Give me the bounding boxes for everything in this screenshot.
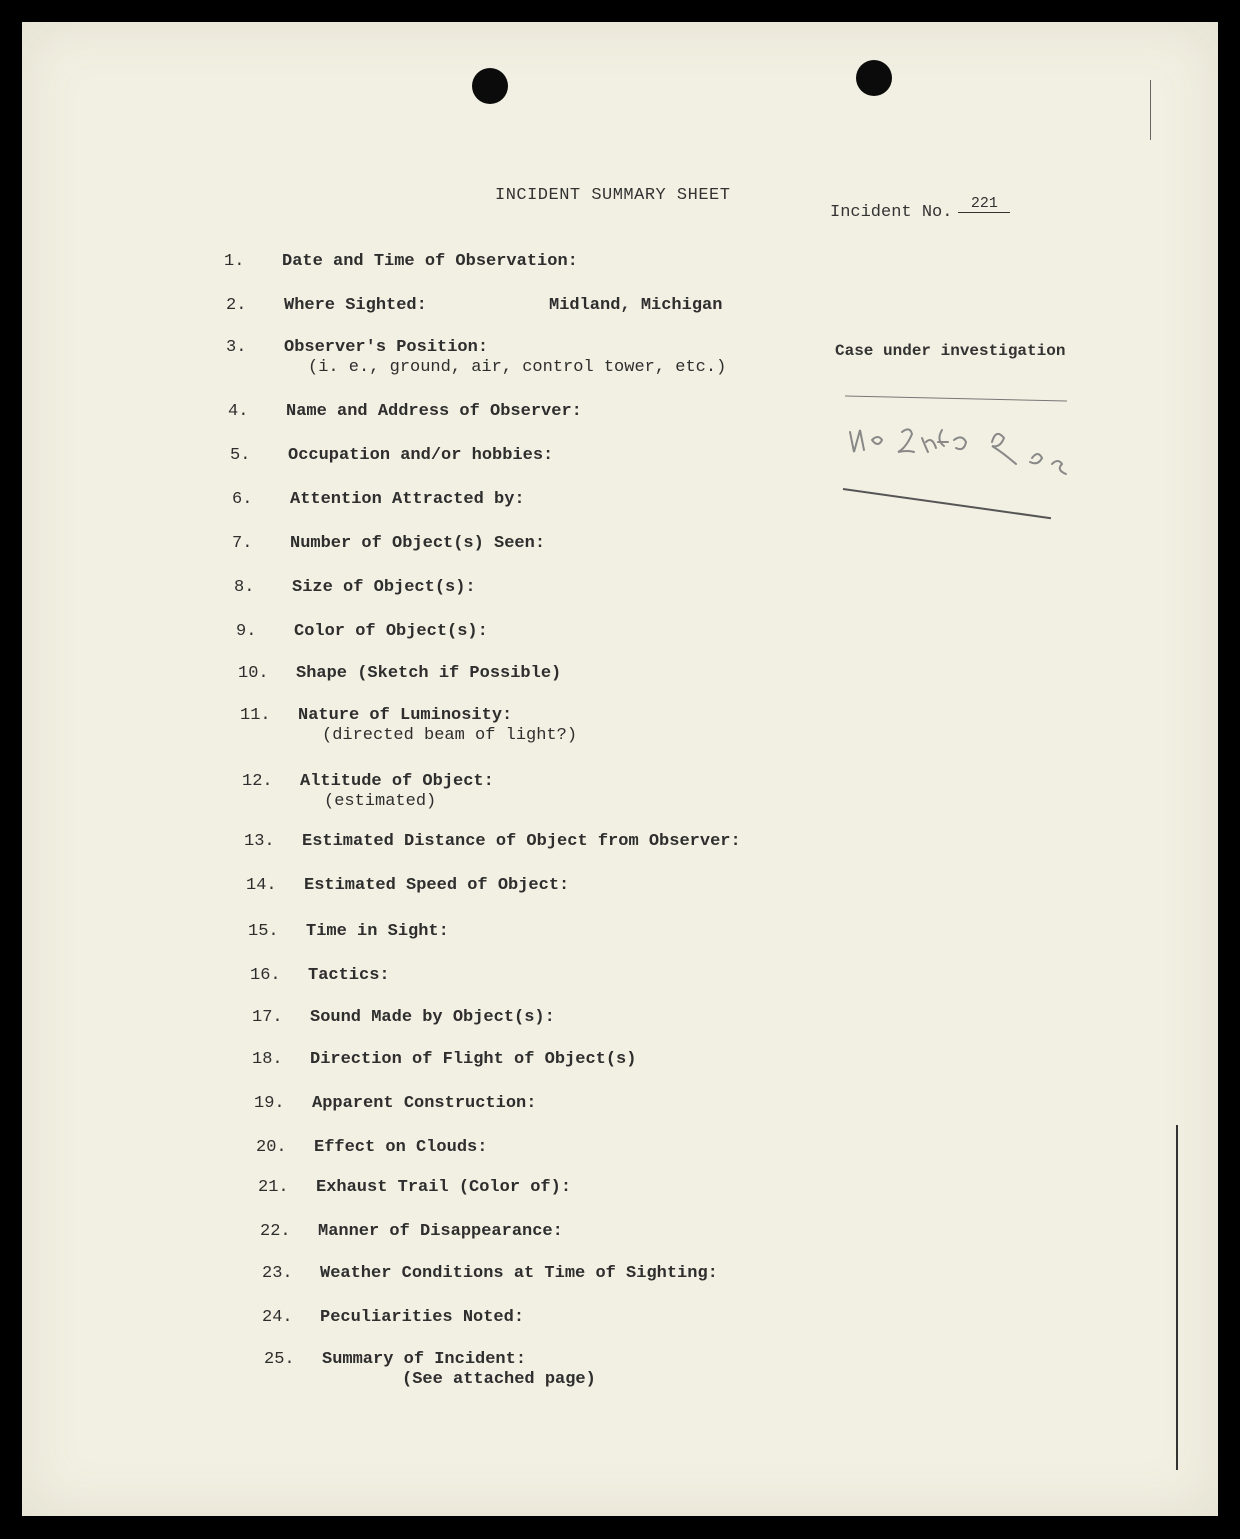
form-item-8 [234,578,476,598]
item-label: Weather Conditions at Time of Sighting: [320,1264,718,1283]
item-number: 14. [246,876,277,895]
item-label: Summary of Incident: [322,1350,527,1369]
form-item-15 [248,922,449,942]
form-item-2 [226,296,723,316]
punch-hole-left [472,68,508,104]
item-label: Size of Object(s): [292,578,476,597]
form-item-6 [232,490,525,510]
item-label: Observer's Position: [284,338,489,357]
page-edge-mark [1176,1125,1178,1470]
item-number: 15. [248,922,279,941]
form-item-3 [226,338,727,378]
item-sublabel: (i. e., ground, air, control tower, etc.) [308,358,727,377]
item-value: Midland, Michigan [549,296,723,315]
item-number: 24. [262,1308,293,1327]
incident-label: Incident No. [830,203,953,222]
item-label: Color of Object(s): [294,622,488,641]
item-number: 11. [240,706,271,725]
item-label: Apparent Construction: [312,1094,537,1113]
item-number: 13. [244,832,275,851]
form-item-16 [250,966,390,986]
page-edge-mark-top [1150,80,1151,140]
form-item-17 [252,1008,555,1028]
item-label: Estimated Speed of Object: [304,876,570,895]
item-label: Nature of Luminosity: [298,706,513,725]
item-number: 25. [264,1350,295,1369]
item-number: 22. [260,1222,291,1241]
item-label: Shape (Sketch if Possible) [296,664,562,683]
incident-number: 221 [958,195,1010,213]
item-number: 10. [238,664,269,683]
item-number: 23. [262,1264,293,1283]
item-number: 18. [252,1050,283,1069]
item-number: 5. [230,446,251,465]
item-label: Sound Made by Object(s): [310,1008,555,1027]
item-label: Attention Attracted by: [290,490,525,509]
form-item-12 [242,772,494,812]
item-number: 1. [224,252,245,271]
item-number: 17. [252,1008,283,1027]
form-item-11 [240,706,578,746]
item-label: Occupation and/or hobbies: [288,446,554,465]
item-label: Time in Sight: [306,922,449,941]
item-label: Estimated Distance of Object from Observer: [302,832,741,851]
form-item-10 [238,664,562,684]
item-label: Manner of Disappearance: [318,1222,563,1241]
form-item-9 [236,622,488,642]
item-label: Tactics: [308,966,390,985]
item-number: 7. [232,534,253,553]
form-item-14 [246,876,570,896]
form-item-13 [244,832,741,852]
form-item-23 [262,1264,718,1284]
item-label: Direction of Flight of Object(s) [310,1050,637,1069]
item-label: Exhaust Trail (Color of): [316,1178,572,1197]
document-page [22,22,1218,1516]
punch-hole-right [856,60,892,96]
form-item-4 [228,402,582,422]
item-number: 12. [242,772,273,791]
item-number: 20. [256,1138,287,1157]
item-number: 19. [254,1094,285,1113]
form-item-19 [254,1094,537,1114]
item-label: Where Sighted: [284,296,427,315]
form-item-25 [264,1350,596,1390]
item-number: 6. [232,490,253,509]
item-label: Date and Time of Observation: [282,252,578,271]
item-number: 2. [226,296,247,315]
item-number: 21. [258,1178,289,1197]
item-number: 16. [250,966,281,985]
item-number: 4. [228,402,249,421]
incident-number-field [830,195,1010,222]
form-item-7 [232,534,546,554]
form-item-21 [258,1178,572,1198]
item-label: Number of Object(s) Seen: [290,534,546,553]
item-number: 3. [226,338,247,357]
item-sublabel: (estimated) [324,792,437,811]
item-label: Name and Address of Observer: [286,402,582,421]
form-item-22 [260,1222,563,1242]
item-label: Effect on Clouds: [314,1138,488,1157]
item-sublabel: (directed beam of light?) [322,726,578,745]
case-status-note: Case under investigation [835,342,1066,360]
item-number: 9. [236,622,257,641]
form-item-5 [230,446,554,466]
form-item-1 [224,252,578,272]
form-item-18 [252,1050,637,1070]
form-item-24 [262,1308,525,1328]
item-label: Altitude of Object: [300,772,494,791]
item-number: 8. [234,578,255,597]
item-sublabel: (See attached page) [402,1370,596,1389]
form-title: INCIDENT SUMMARY SHEET [495,186,731,205]
form-item-20 [256,1138,488,1158]
item-label: Peculiarities Noted: [320,1308,525,1327]
